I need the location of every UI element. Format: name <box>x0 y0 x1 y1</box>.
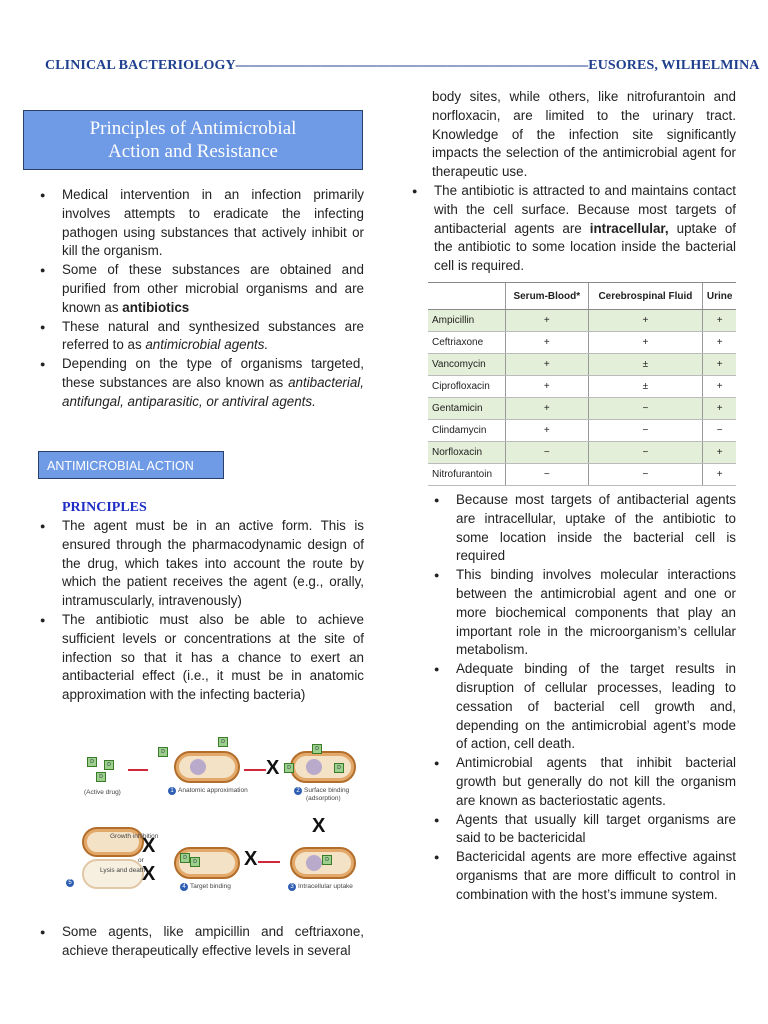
table-header: Urine <box>703 283 736 310</box>
block-x-icon: X <box>142 863 156 885</box>
step-anatomic-approximation: 1 Anatomic approximation <box>168 787 248 795</box>
left-bottom-list <box>38 923 364 961</box>
table-row: Vancomycin + ± + <box>428 354 736 376</box>
table-row: Clindamycin + − − <box>428 420 736 442</box>
table-row: Norfloxacin − − + <box>428 442 736 464</box>
table-header: Serum-Blood* <box>506 283 588 310</box>
intro-item: ● Depending on the type of organisms targeted, these substances are also known as antibacterial, antifungal, antiparasitic, or antiviral agents. <box>38 355 364 411</box>
arrow-icon <box>244 769 266 771</box>
right-bullets <box>432 491 736 905</box>
drug-molecule-icon: D <box>284 763 294 773</box>
lysis-label: Lysis and death <box>100 867 146 874</box>
step-5-number: 5 <box>66 879 76 887</box>
page-header: CLINICAL BACTERIOLOGY—————————————————————————EUSORES, WILHELMINA <box>45 58 760 73</box>
right-bullet: ● Because most targets of antibacterial agents are intracellular, uptake of the antibiotic to some location inside the bacterial cell is required <box>432 491 736 566</box>
drug-molecule-icon: D <box>158 747 168 757</box>
table-header: Cerebrospinal Fluid <box>588 283 703 310</box>
right-bullet: ● Antimicrobial agents that inhibit bacterial growth but generally do not kill the organism are known as bacteriostatic agents. <box>432 754 736 810</box>
intro-item: ● Some of these substances are obtained and purified from other microbial organisms and are known as antibiotics <box>38 261 364 317</box>
antimicrobial-action-diagram <box>62 727 364 897</box>
lysed-cell <box>82 859 144 889</box>
drug-molecule-icon: D <box>190 857 200 867</box>
step-surface-binding-sub: (adsorption) <box>306 795 341 802</box>
drug-molecule-icon: D <box>87 757 97 767</box>
drug-distribution-table <box>428 282 736 486</box>
principle-item: ● The antibiotic must also be able to achieve sufficient levels or concentrations at the site of infection so that it has a chance to exert an antibacterial effect (i.e., it must be in anatomic approximation with the infecting bacteria) <box>38 611 364 705</box>
step-target-binding: 4 Target binding <box>180 883 231 891</box>
left-bottom-item: ● Some agents, like ampicillin and ceftriaxone, achieve therapeutically effective levels in several <box>38 923 364 961</box>
title-line-2: Action and Resistance <box>108 141 278 162</box>
drug-molecule-icon: D <box>180 853 190 863</box>
drug-molecule-icon: D <box>218 737 228 747</box>
block-x-icon: X <box>312 815 326 837</box>
right-bullet: ● Agents that usually kill target organisms are said to be bactericidal <box>432 811 736 849</box>
step-intracellular-uptake: 3 Intracellular uptake <box>288 883 353 891</box>
drug-molecule-icon: D <box>312 744 322 754</box>
growth-inhibition-cell <box>82 827 144 857</box>
growth-inhibition-label: Growth inhibition <box>110 833 159 840</box>
block-x-icon: X <box>244 848 258 870</box>
page-title <box>23 110 363 170</box>
principles-list <box>38 517 364 705</box>
arrow-icon <box>258 861 280 863</box>
active-drug-label: (Active drug) <box>84 789 121 796</box>
table-row: Ceftriaxone + + + <box>428 332 736 354</box>
table-row: Ciprofloxacin + ± + <box>428 376 736 398</box>
table-header <box>428 283 506 310</box>
step-surface-binding: 2 Surface binding <box>294 787 349 795</box>
block-x-icon: X <box>266 757 280 779</box>
right-bullet: ● Bactericidal agents are more effective against organisms that are more difficult to control in combination with the host’s immune system. <box>432 848 736 904</box>
table-row: Ampicillin + + + <box>428 310 736 332</box>
intro-item: ● These natural and synthesized substances are referred to as antimicrobial agents. <box>38 318 364 356</box>
drug-molecule-icon: D <box>322 855 332 865</box>
block-x-icon: X <box>142 835 156 857</box>
title-line-1: Principles of Antimicrobial <box>89 118 297 139</box>
intro-item: ● Medical intervention in an infection primarily involves attempts to eradicate the infecting pathogen using substances that actively inhibit or kill the organism. <box>38 186 364 261</box>
bacterial-cell <box>174 751 240 783</box>
right-top-text <box>410 88 736 276</box>
drug-molecule-icon: D <box>96 772 106 782</box>
bacterial-cell <box>290 751 356 783</box>
bacterial-cell <box>174 847 240 879</box>
right-bullet: ● The antibiotic is attracted to and maintains contact with the cell surface. Because most targets of antibacterial agents are intracellular, uptake of the antibiotic to some location inside the bacterial cell is required. <box>410 182 736 276</box>
continuation-paragraph: body sites, while others, like nitrofurantoin and norfloxacin, are limited to the urinary tract. Knowledge of the infection site significantly impacts the selection of the antimicrobial agent for therapeutic use. <box>432 89 736 180</box>
principles-heading: PRINCIPLES <box>62 500 147 515</box>
right-bullet: ● This binding involves molecular interactions between the antimicrobial agent and one or more biochemical components that play an important role in the microorganism’s cellular metabolism. <box>432 566 736 660</box>
intro-list <box>38 186 364 412</box>
drug-molecule-icon: D <box>104 760 114 770</box>
right-bullet: ● Adequate binding of the target results in disruption of cellular processes, leading to cessation of bacterial cell growth and, depending on the antimicrobial agent’s mode of action, cell death. <box>432 660 736 754</box>
principle-item: ● The agent must be in an active form. This is ensured through the pharmacodynamic design of the drug, which takes into account the route by which the patient receives the agent (e.g., orally, intramuscularly, intravenously) <box>38 517 364 611</box>
table-row: Gentamicin + − + <box>428 398 736 420</box>
or-label: or <box>138 857 144 864</box>
drug-molecule-icon: D <box>334 763 344 773</box>
arrow-icon <box>128 769 148 771</box>
section-antimicrobial-action: ANTIMICROBIAL ACTION <box>38 451 224 479</box>
table-row: Nitrofurantoin − − + <box>428 464 736 486</box>
